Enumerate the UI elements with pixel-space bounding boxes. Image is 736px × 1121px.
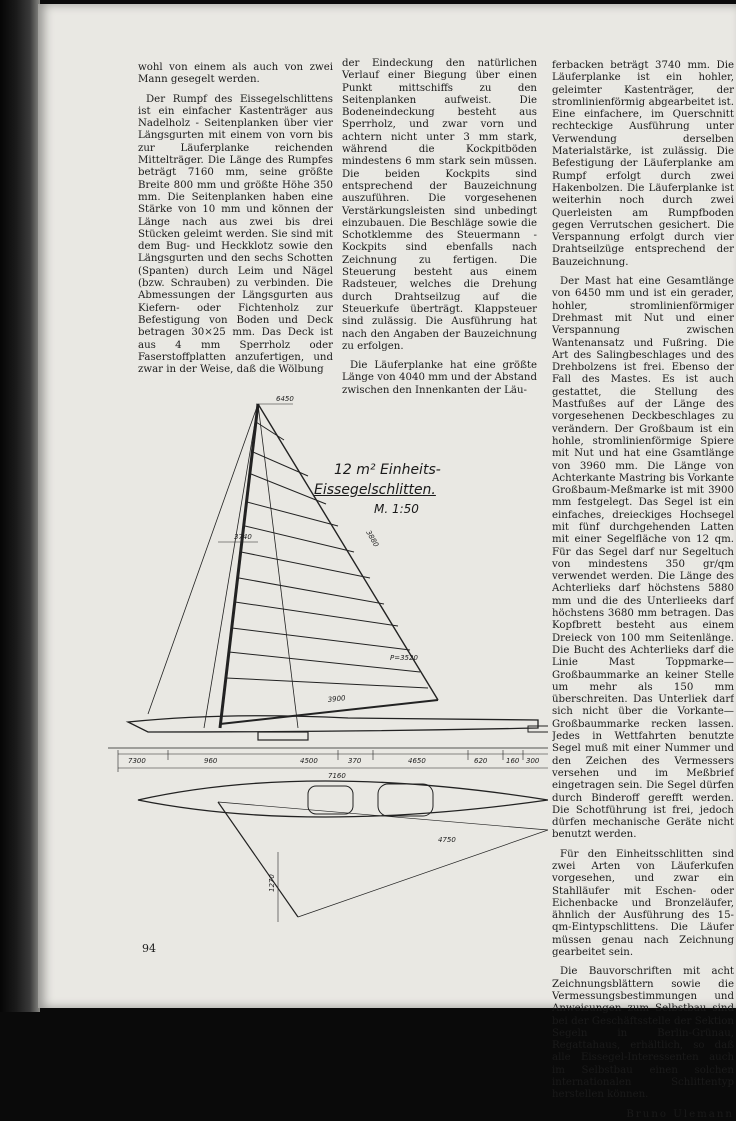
text-column-3: [552, 60, 734, 1121]
paragraph: Die Läuferplanke hat eine größte Länge von 4040 mm und der Abstand zwischen den Innenkanten der Läu-: [342, 360, 537, 396]
dim-mast-label: 6450: [276, 395, 294, 403]
text-column-2: [342, 58, 537, 404]
text-column-1: [138, 62, 333, 383]
figure-scale: M. 1:50: [374, 502, 419, 516]
figure-title-line2: Eissegelschlitten.: [314, 482, 436, 498]
dim-foot-label: 3900: [327, 694, 346, 704]
dim-label: 4500: [300, 757, 318, 765]
page: [38, 4, 736, 1120]
dim-p-label: P=3520: [390, 654, 418, 662]
page-number: 94: [142, 942, 156, 955]
paragraph: Der Rumpf des Eissegelschlittens ist ein einfacher Kastenträger aus Nadelholz - Seitenplanken über vier Längsgurten mit einem von vorn bis zur Läuferplanke reichenden Mittelträger. Die Länge des Rumpfes beträgt 7160 mm, seine größte Breite 800 mm und größte Höhe 350 mm. Die Seitenplanken haben eine Stärke von 10 mm und können der Länge nach aus zwei bis drei Stücken geleimt werden. Sie sind mit dem Bug- und Heckklotz sowie den Längsgurten und den sechs Schotten (Spanten) durch Leim und Nägel (bzw. Schrauben) zu verbinden. Die Abmessungen der Längsgurten aus Kiefern- oder Fichtenholz zur Befestigung von Boden und Deck betragen 30×25 mm. Das Deck ist aus 4 mm Sperrholz oder Faserstoffplatten anzufertigen, und zwar in der Weise, daß die Wölbung: [138, 93, 333, 376]
paragraph: Für den Einheitsschlitten sind zwei Arten von Läuferkufen vorgesehen, und zwar ein Stahlläufer mit Eschen- oder Eichenbacke und Bronzeläufer, ähnlich der Ausführung des 15-qm-Eintypschlittens. Die Läufer müssen genau nach Zeichnung gearbeitet sein.: [552, 848, 734, 959]
dim-label: 160: [506, 757, 520, 765]
figure-title-line1: 12 m² Einheits-: [334, 462, 441, 478]
dim-total-label: 7160: [328, 772, 346, 780]
dim-runner-label: 3740: [234, 533, 252, 541]
dim-label: 7300: [128, 757, 146, 765]
dim-label: 620: [474, 757, 488, 765]
dim-leech-label: 3880: [364, 529, 381, 549]
dim-width-label: 1270: [268, 874, 276, 892]
book-spine: [0, 0, 40, 1012]
author-signature: Bruno Ulemann: [626, 1108, 734, 1120]
sail-sled-drawing: [108, 382, 548, 922]
dim-plank-label: 4750: [438, 836, 456, 844]
dim-label: 960: [204, 757, 218, 765]
paragraph: Die Bauvorschriften mit acht Zeichnungsblättern sowie die Vermessungsbestimmungen und Anweisungen zum Selbstbau sind bei der Geschäftsstelle der Sektion Segeln in Berlin-Grünau, Regattahaus, erhältlich, so daß alle Eissegel-Interessenten auch im Selbstbau einen solchen internationalen Schlittentyp herstellen können.: [552, 966, 734, 1101]
paragraph: Der Mast hat eine Gesamtlänge von 6450 mm und ist ein gerader, hohler, stromlinienförmiger Drehmast mit Nut und einer Verspannung zwischen Wantenansatz und Fußring. Die Art des Salingbeschlages und des Drehbolzens ist frei. Ebenso der Fall des Mastes. Es ist auch gestattet, die Stellung des Mastfußes auf der Länge des vorgesehenen Deckbeschlages zu verändern. Der Großbaum ist ein hohle, stromlinienförmige Spiere mit Nut und hat eine Gsamtlänge von 3960 mm. Die Länge von Achterkante Mastring bis Vorkante Großbaum-Meßmarke ist mit 3900 mm festgelegt. Das Segel ist ein einfaches, dreieckiges Hochsegel mit fünf durchgehenden Latten mit einer Segelfläche von 12 qm. Für das Segel darf nur Segeltuch von mindestens 350 gr/qm verwendet werden. Die Länge des Achterlieks darf höchstens 5880 mm und die des Unterlieeks darf höchstens 3680 mm betragen. Das Kopfbrett besteht aus einem Dreieck von 100 mm Seitenlänge. Die Bucht des Achterlieks darf die Linie Mast Toppmarke—Großbaummarke an keiner Stelle um mehr als 150 mm überschreiten. Das Unterliek darf sich nicht über die Vorkante—Großbaummarke recken lassen. Jedes in Wettfahrten benutzte Segel muß mit einer Nummer und den Zeichen des Vermessers versehen und im Meßbrief eingetragen sein. Die Segel dürfen durch Binderoff gerefft werden. Die Schotführung ist frei, jedoch dürfen mechanische Geräte nicht benutzt werden.: [552, 276, 734, 841]
dim-label: 370: [348, 757, 362, 765]
paragraph: der Eindeckung den natürlichen Verlauf einer Biegung über einen Punkt mittschiffs zu den Seitenplanken aufweist. Die Bodeneindeckung besteht aus Sperrholz, und zwar vorn und achtern nicht unter 3 mm stark, während die Kockpitböden mindestens 6 mm stark sein müssen. Die beiden Kockpits sind entsprechend der Bauzeichnung auszuführen. Die vorgesehenen Verstärkungsleisten sind unbedingt einzubauen. Die Beschläge sowie die Schotklemme des Steuermann - Kockpits sind ebenfalls nach Zeichnung zu fertigen. Die Steuerung besteht aus einem Radsteuer, welches die Drehung durch Drahtseilzug auf die Steuerkufe überträgt. Klappsteuer sind zulässig. Die Ausführung hat nach den Angaben der Bauzeichnung zu erfolgen.: [342, 58, 537, 352]
dim-label: 300: [526, 757, 540, 765]
paragraph: wohl von einem als auch von zwei Mann gesegelt werden.: [138, 62, 333, 86]
dim-label: 4650: [408, 757, 426, 765]
paragraph: ferbacken beträgt 3740 mm. Die Läuferplanke ist ein hohler, geleimter Kastenträger, der stromlinienförmig abgearbeitet ist. Eine einfachere, im Querschnitt rechteckige Ausführung unter Verwendung derselben Materialstärke, ist zulässig. Die Befestigung der Läuferplanke am Rumpf erfolgt durch zwei Hakenbolzen. Die Läuferplanke ist weiterhin noch durch zwei Querleisten am Rumpfboden gegen Verrutschen gesichert. Die Verspannung erfolgt durch vier Drahtseilzüge entsprechend der Bauzeichnung.: [552, 60, 734, 268]
